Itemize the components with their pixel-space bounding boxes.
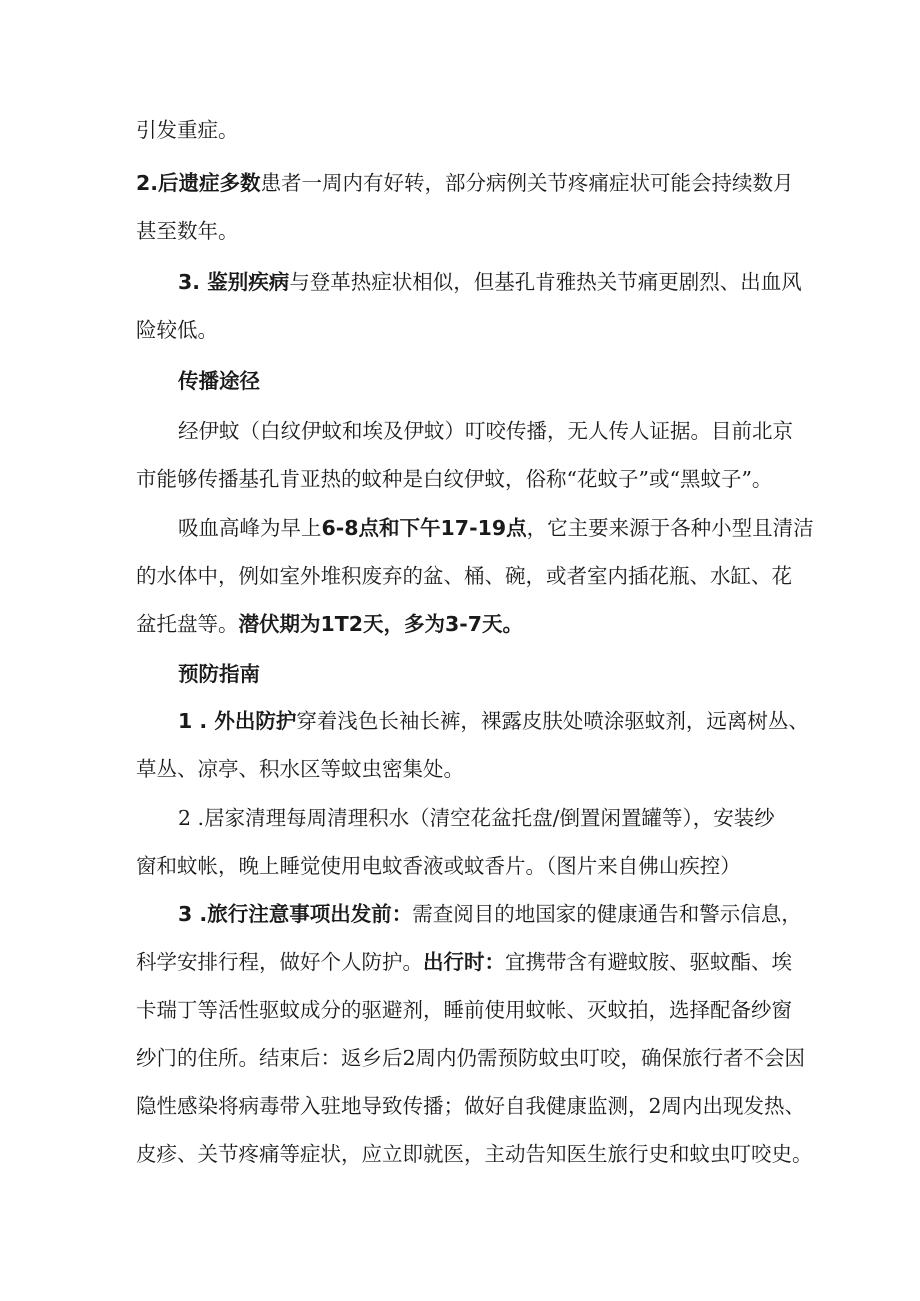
- paragraph-line: 2 .居家清理每周清理积水（清空花盆托盘/倒置闲置罐等），安装纱: [178, 806, 775, 830]
- paragraph-text: 需查阅目的地国家的健康通告和警示信息，: [412, 902, 802, 926]
- paragraph-text: 宜携带含有避蚊胺、驱蚊酯、埃: [505, 950, 792, 974]
- paragraph-text: 科学安排行程，做好个人防护。: [136, 950, 423, 974]
- paragraph-line: [136, 890, 802, 938]
- paragraph-line: 纱门的住所。结束后：返乡后2周内仍需预防蚊虫叮咬，确保旅行者不会因: [136, 1046, 806, 1070]
- paragraph-line: 隐性感染将病毒带入驻地导致传播；做好自我健康监测，2周内出现发热、: [136, 1094, 806, 1118]
- paragraph-line: [136, 258, 802, 306]
- paragraph-text: 与登革热症状相似，但基孔肯雅热关节痛更剧烈、出血风: [289, 270, 802, 294]
- paragraph-travel-notes: [136, 890, 813, 1178]
- bold-text: 出行时：: [423, 950, 505, 974]
- paragraph-text: 盆托盘等。: [136, 612, 239, 636]
- paragraph-differential: [136, 258, 802, 354]
- paragraph-line: 险较低。: [136, 318, 218, 342]
- paragraph-sequelae: [136, 159, 796, 255]
- paragraph-continuation: [136, 106, 796, 154]
- bold-lead: 1 . 外出防护: [178, 709, 297, 733]
- section-heading-prevention: 预防指南: [178, 662, 260, 686]
- paragraph-text: 穿着浅色长袖长裤，裸露皮肤处喷涂驱蚊剂，远离树丛、: [296, 709, 809, 733]
- bold-text: 6-8点和下午17-19点: [321, 516, 527, 540]
- paragraph-line: 的水体中，例如室外堆积废弃的盆、桶、碗，或者室内插花瓶、水缸、花: [136, 564, 792, 588]
- bold-lead: 3. 鉴别疾病: [178, 270, 290, 294]
- paragraph-line: [136, 600, 796, 648]
- paragraph-line: 草丛、凉亭、积水区等蚊虫密集处。: [136, 757, 464, 781]
- paragraph-line: [136, 697, 809, 745]
- paragraph-line: 市能够传播基孔肯亚热的蚊种是白纹伊蚊，俗称“花蚊子”或“黑蚊子”。: [136, 467, 773, 491]
- paragraph-text: ，它主要来源于各种小型且清洁: [526, 516, 814, 540]
- section-heading-transmission: 传播途径: [178, 369, 260, 393]
- paragraph-line: 甚至数年。: [136, 219, 239, 243]
- paragraph-line: 窗和蚊帐，晚上睡觉使用电蚊香液或蚊香片。（图片来自佛山疾控）: [136, 854, 741, 878]
- paragraph-line: 卡瑞丁等活性驱蚊成分的驱避剂，睡前使用蚊帐、灭蚊拍，选择配备纱窗: [136, 998, 792, 1022]
- paragraph-transmission: [136, 407, 796, 503]
- bold-text: 潜伏期为1T2天，多为3-7天。: [238, 612, 524, 636]
- paragraph-biting-peak: [136, 504, 814, 648]
- bold-lead: 3 .旅行注意事项出发前：: [178, 902, 413, 926]
- paragraph-line: [136, 938, 796, 986]
- paragraph-line: [136, 504, 814, 552]
- paragraph-home-cleaning: [136, 794, 796, 890]
- paragraph-outdoor-protection: [136, 697, 809, 793]
- paragraph-text: 吸血高峰为早上: [178, 516, 322, 540]
- paragraph-line: [136, 159, 796, 207]
- paragraph-line: 皮疹、关节疼痛等症状，应立即就医，主动告知医生旅行史和蚊虫叮咬史。: [136, 1142, 813, 1166]
- paragraph-text: 患者一周内有好转，部分病例关节疼痛症状可能会持续数月: [260, 171, 794, 195]
- paragraph-line: 经伊蚊（白纹伊蚊和埃及伊蚊）叮咬传播，无人传人证据。目前北京: [178, 419, 793, 443]
- paragraph-text: 引发重症。: [136, 118, 239, 142]
- bold-lead: 2.后遗症多数: [136, 171, 261, 195]
